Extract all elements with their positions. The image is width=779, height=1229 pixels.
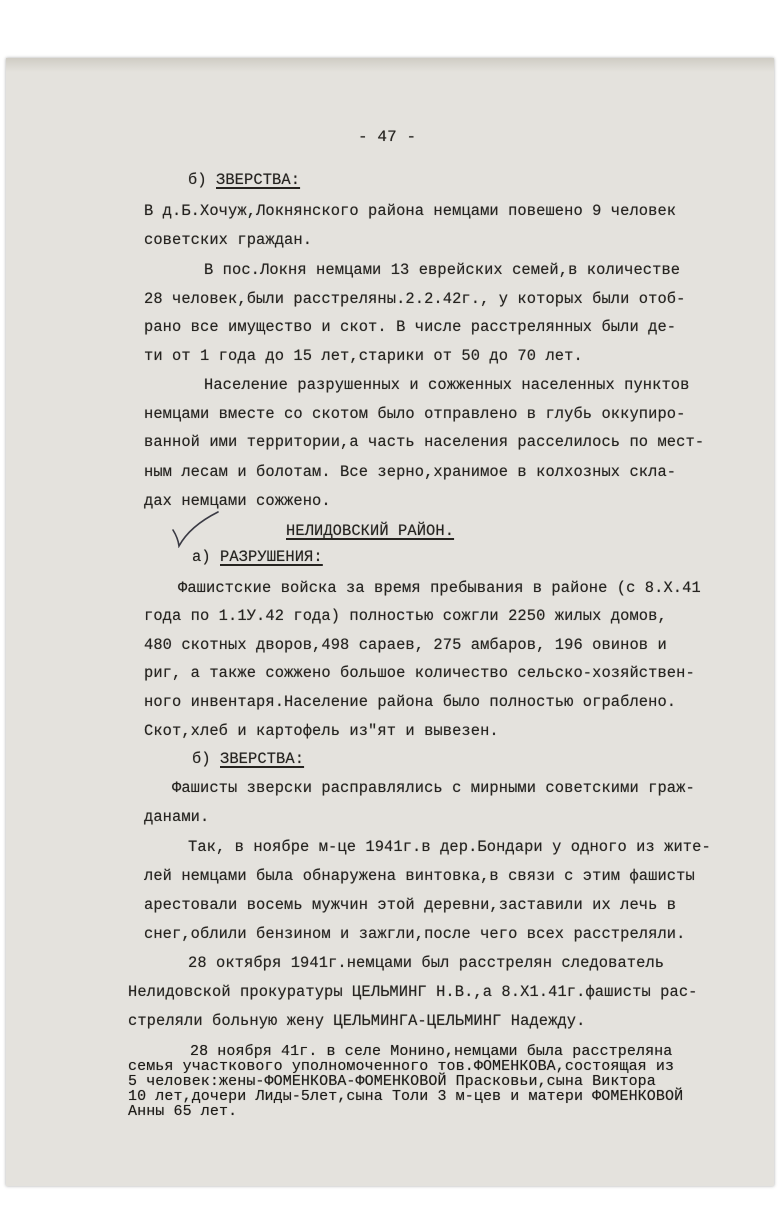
text-line: ного инвентаря.Население района было полностью ограблено.: [144, 693, 677, 711]
text-line: стреляли больную жену ЦЕЛЬМИНГА-ЦЕЛЬМИНГ Надежду.: [128, 1012, 586, 1030]
text-line: 28 октября 1941г.немцами был расстрелян следователь: [188, 954, 665, 972]
text-line: Скот,хлеб и картофель из"ят и вывезен.: [144, 722, 499, 740]
text-line: 28 человек,были расстреляны.2.2.42г., у которых были отоб-: [144, 290, 686, 308]
text-line: 28 ноября 41г. в селе Монино,немцами была расстреляна: [190, 1043, 673, 1060]
text-line: снег,облили бензином и зажгли,после чего всех расстреляли.: [144, 925, 686, 943]
text-line: В пос.Локня немцами 13 еврейских семей,в количестве: [204, 261, 681, 279]
text-line: года по 1.1У.42 года) полностью сожгли 2250 жилых домов,: [144, 607, 667, 625]
text-line: Фашистские войска за время пребывания в районе (с 8.Х.41: [178, 579, 701, 597]
text-line: В д.Б.Хочуж,Локнянского района немцами повешено 9 человек: [144, 202, 677, 220]
handwritten-checkmark-icon: [170, 508, 222, 548]
text-line: ванной ими территории,а часть населения расселилось по мест-: [144, 433, 705, 451]
section-heading: ЗВЕРСТВА:: [220, 750, 305, 768]
text-line: лей немцами была обнаружена винтовка,в связи с этим фашисты: [144, 867, 695, 885]
section-label: а) РАЗРУШЕНИЯ:: [192, 548, 323, 566]
district-title: НЕЛИДОВСКИЙ РАЙОН.: [286, 522, 455, 540]
page-top-edge: [6, 58, 774, 72]
text-line: 10 лет,дочери Лиды-5лет,сына Толи 3 м-цев и матери ФОМЕНКОВОЙ: [128, 1088, 684, 1105]
text-line: Население разрушенных и сожженных населенных пунктов: [204, 376, 690, 394]
section-label: б) ЗВЕРСТВА:: [188, 171, 301, 189]
text-line: данами.: [144, 808, 210, 826]
text-line: ным лесам и болотам. Все зерно,хранимое в колхозных скла-: [144, 463, 677, 481]
text-line: рано все имущество и скот. В числе расстрелянных были де-: [144, 318, 677, 336]
text-line: Фашисты зверски расправлялись с мирными советскими граж-: [172, 779, 695, 797]
text-line: 480 скотных дворов,498 сараев, 275 амбаров, 196 овинов и: [144, 636, 667, 654]
section-label: б) ЗВЕРСТВА:: [192, 750, 305, 768]
text-line: Анны 65 лет.: [128, 1103, 238, 1120]
text-line: ти от 1 года до 15 лет,старики от 50 до 70 лет.: [144, 347, 583, 365]
text-line: риг, а также сожжено большое количество сельско-хозяйствен-: [144, 664, 695, 682]
text-line: Так, в ноябре м-це 1941г.в дер.Бондари у одного из жите-: [188, 838, 711, 856]
text-line: 5 человек:жены-ФОМЕНКОВА-ФОМЕНКОВОЙ Прасковьи,сына Виктора: [128, 1073, 656, 1090]
section-heading: РАЗРУШЕНИЯ:: [220, 548, 323, 566]
text-line: арестовали восемь мужчин этой деревни,заставили их лечь в: [144, 896, 677, 914]
page-number: - 47 -: [358, 128, 417, 146]
section-heading: ЗВЕРСТВА:: [216, 171, 301, 189]
text-line: дах немцами сожжено.: [144, 492, 331, 510]
text-line: советских граждан.: [144, 231, 313, 249]
text-line: семья участкового уполномоченного тов.ФОМЕНКОВА,состоящая из: [128, 1058, 675, 1075]
text-line: Нелидовской прокуратуры ЦЕЛЬМИНГ Н.В.,а 8.Х1.41г.фашисты рас-: [128, 983, 698, 1001]
text-line: немцами вместе со скотом было отправлено в глубь оккупиро-: [144, 405, 686, 423]
